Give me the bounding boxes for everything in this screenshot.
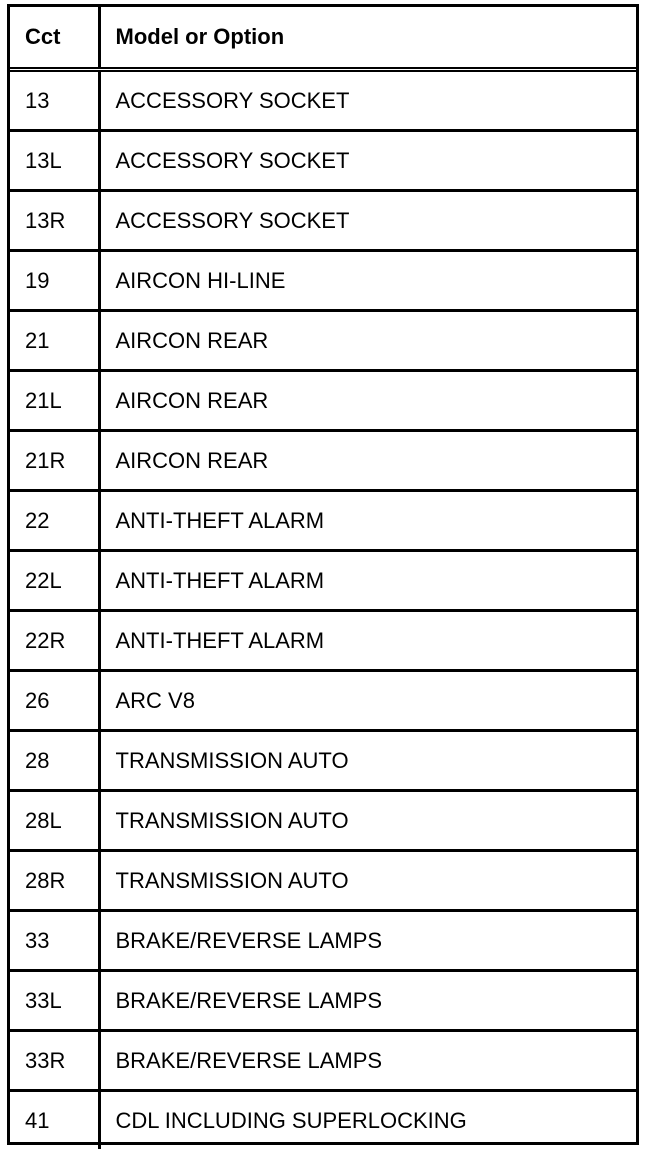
option-cell: ANTI-THEFT ALARM [99,611,636,671]
option-cell: CDL INCLUDING SUPERLOCKING [99,1091,636,1150]
option-cell: TRANSMISSION AUTO [99,791,636,851]
table-row [10,611,636,671]
table-row [10,251,636,311]
table-row [10,551,636,611]
option-cell: ANTI-THEFT ALARM [99,491,636,551]
option-cell: ACCESSORY SOCKET [99,191,636,251]
option-cell: AIRCON REAR [99,311,636,371]
table-row [10,131,636,191]
cct-cell: 13 [10,70,99,131]
table-row [10,431,636,491]
option-cell: BRAKE/REVERSE LAMPS [99,971,636,1031]
table-row [10,70,636,131]
cct-cell: 33 [10,911,99,971]
option-cell: BRAKE/REVERSE LAMPS [99,911,636,971]
cct-cell: 22L [10,551,99,611]
cct-cell: 33L [10,971,99,1031]
circuit-option-table-frame [7,4,639,1145]
table-row [10,191,636,251]
table-row [10,791,636,851]
option-cell: BRAKE/REVERSE LAMPS [99,1031,636,1091]
table-row [10,851,636,911]
header-cct: Cct [10,7,99,70]
table-row [10,311,636,371]
cct-cell: 28L [10,791,99,851]
cct-cell: 19 [10,251,99,311]
table-header-row [10,7,636,70]
cct-cell: 21R [10,431,99,491]
option-cell: ACCESSORY SOCKET [99,131,636,191]
option-cell: TRANSMISSION AUTO [99,731,636,791]
table-row [10,491,636,551]
table-row [10,1031,636,1091]
table-row [10,911,636,971]
table-row [10,671,636,731]
option-cell: TRANSMISSION AUTO [99,851,636,911]
table-row [10,971,636,1031]
table-row [10,1091,636,1150]
cct-cell: 22R [10,611,99,671]
option-cell: AIRCON REAR [99,371,636,431]
option-cell: AIRCON HI-LINE [99,251,636,311]
cct-cell: 33R [10,1031,99,1091]
cct-cell: 26 [10,671,99,731]
cct-cell: 13R [10,191,99,251]
option-cell: ARC V8 [99,671,636,731]
cct-cell: 28R [10,851,99,911]
cct-cell: 13L [10,131,99,191]
circuit-option-table [10,7,636,1149]
cct-cell: 21 [10,311,99,371]
option-cell: ANTI-THEFT ALARM [99,551,636,611]
option-cell: AIRCON REAR [99,431,636,491]
table-row [10,371,636,431]
cct-cell: 22 [10,491,99,551]
header-model-or-option: Model or Option [99,7,636,70]
cct-cell: 28 [10,731,99,791]
option-cell: ACCESSORY SOCKET [115,87,350,113]
table-row [10,731,636,791]
cct-cell: 41 [10,1091,99,1150]
cct-cell: 21L [10,371,99,431]
